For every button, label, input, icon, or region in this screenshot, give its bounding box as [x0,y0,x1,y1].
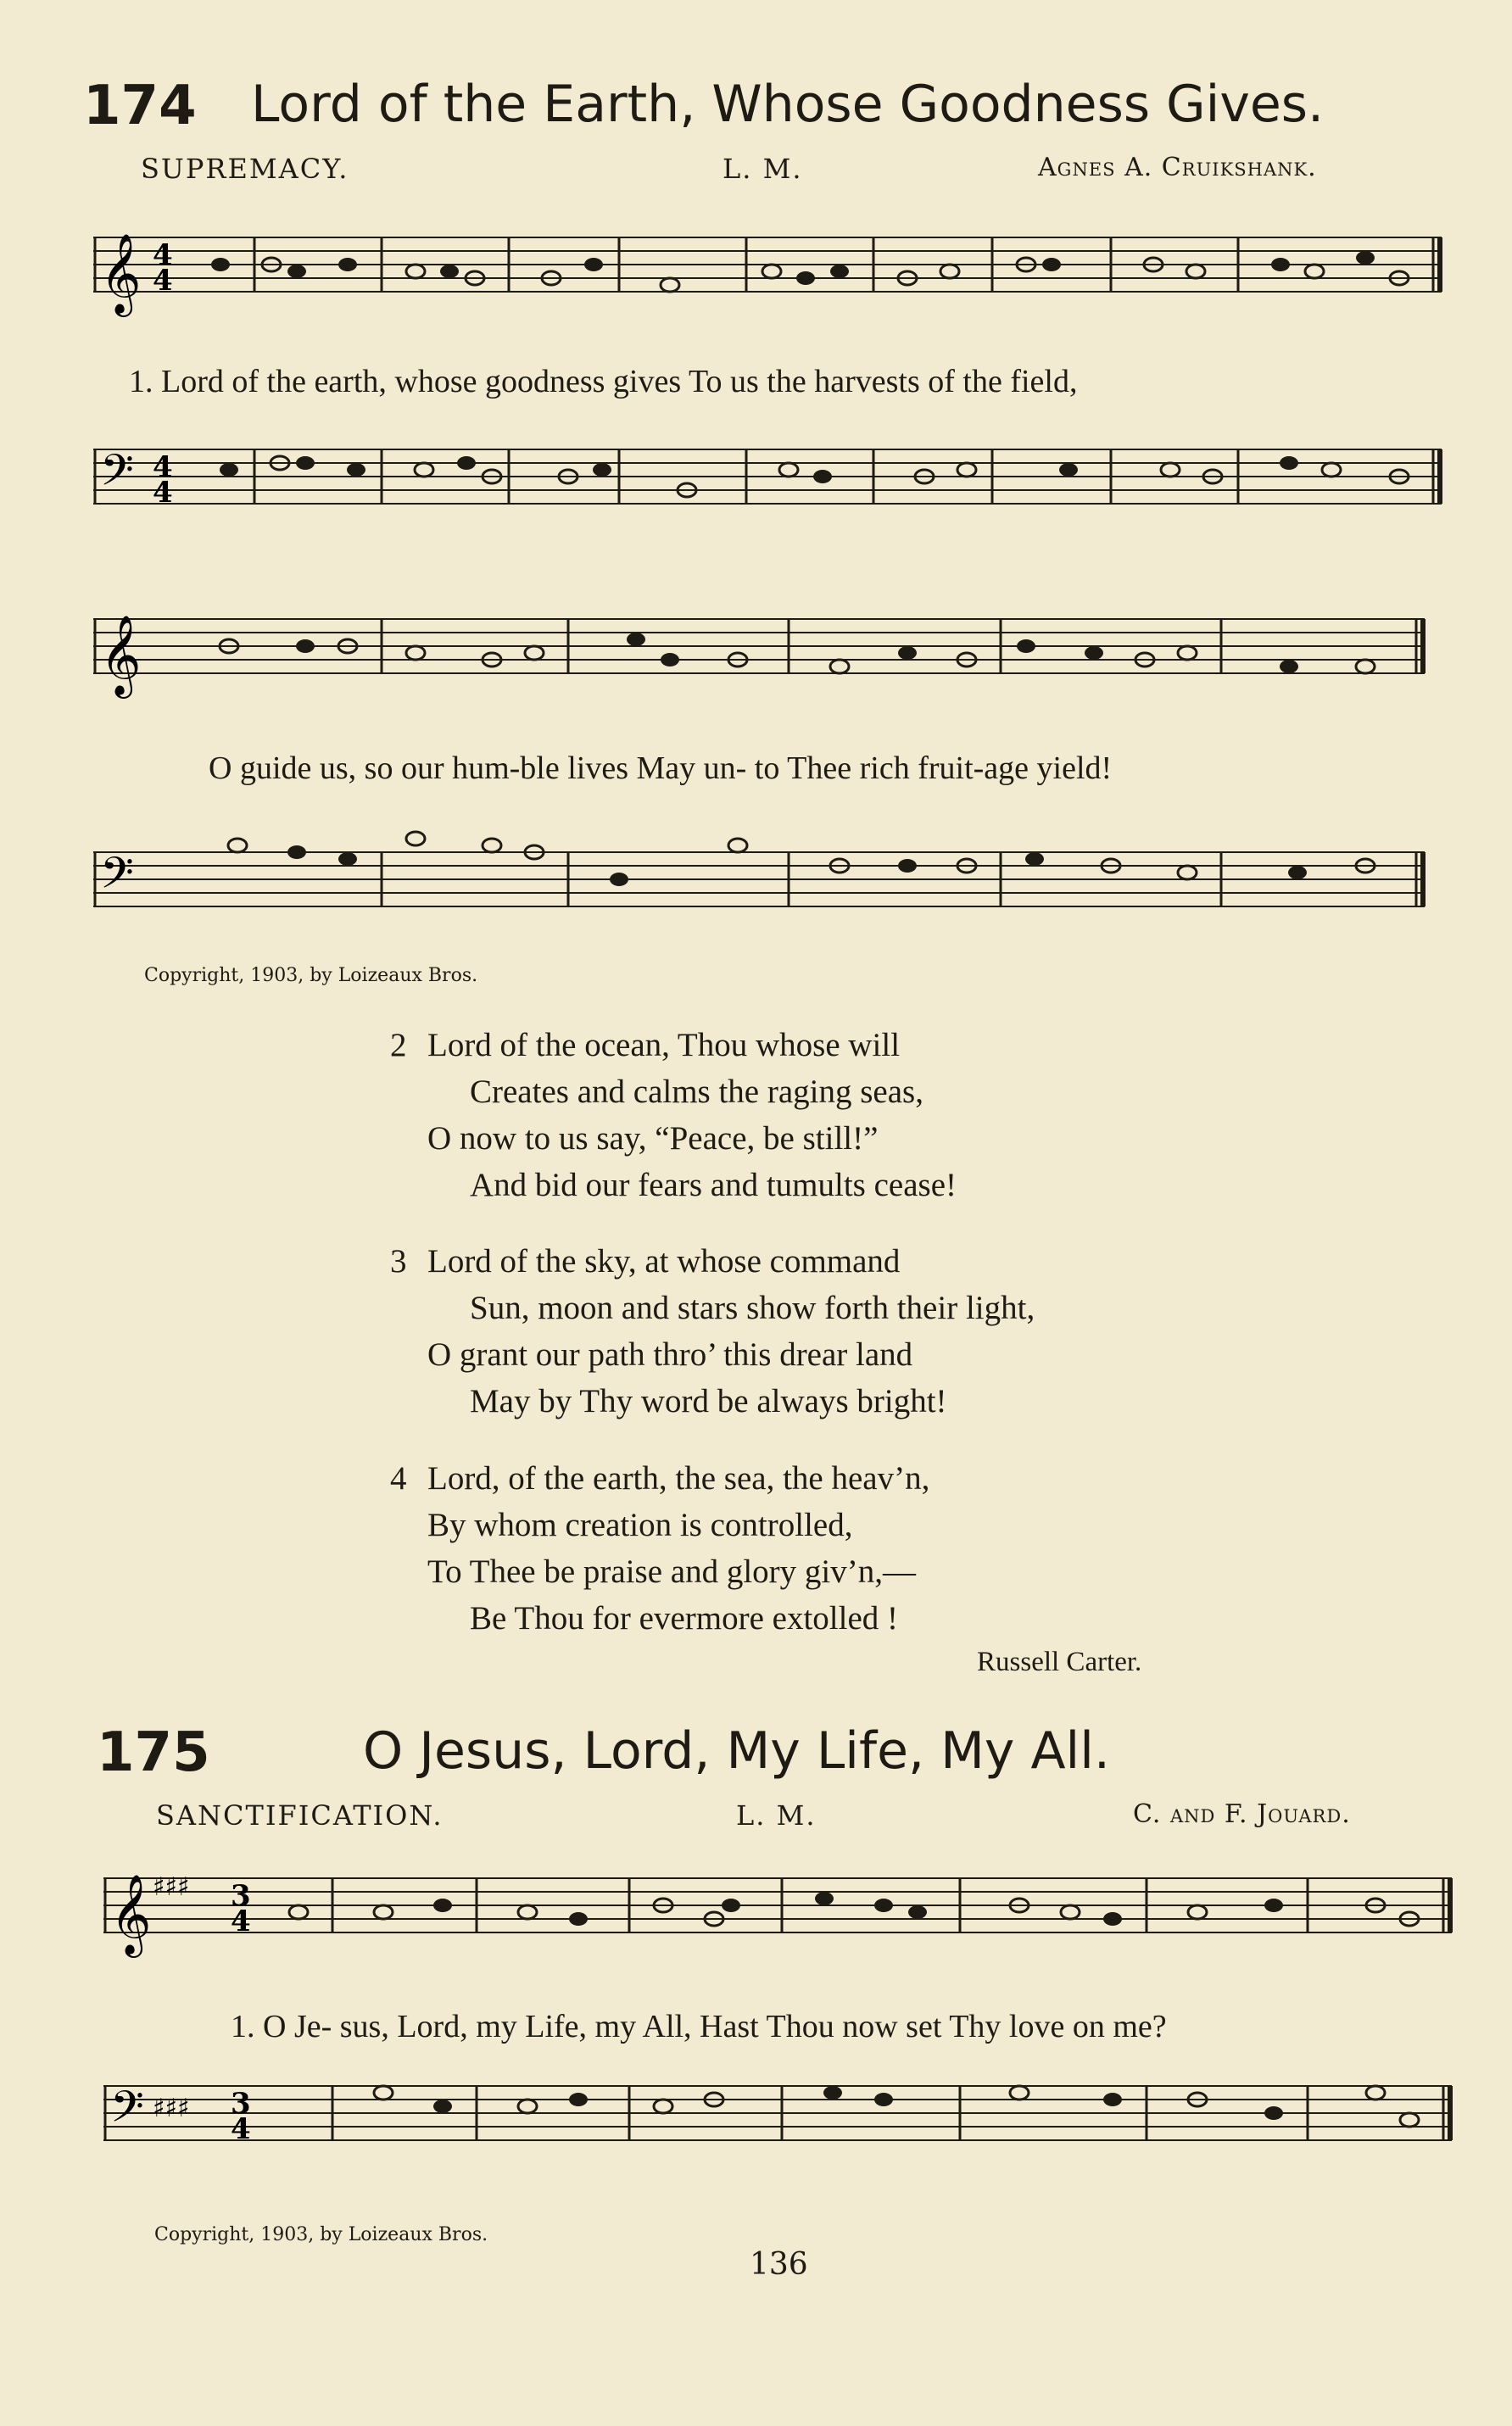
lyric-line: 1. Lord of the earth, whose goodness gives To us the harvests of the field, [129,364,1078,399]
time-sig-bottom: 4 [231,2112,251,2146]
tune-name: SANCTIFICATION. [156,1799,444,1832]
verse-line: Lord of the ocean, Thou whose will [427,1027,901,1063]
verse-line: To Thee be praise and glory giv’n,— [427,1553,916,1590]
verse-line: And bid our fears and tumults cease! [470,1167,957,1203]
verse-line: Lord of the sky, at whose command [427,1243,901,1280]
verse-line: May by Thy word be always bright! [470,1383,947,1419]
bass-clef: 𝄢 [110,2081,144,2143]
time-sig-bottom: 4 [231,1905,251,1938]
hymn-number: 175 [97,1721,210,1784]
hymn-number: 174 [83,75,197,137]
hymn-title: Lord of the Earth, Whose Goodness Gives. [251,75,1325,134]
composer: Agnes A. Cruikshank. [1038,153,1317,182]
lyric-line: O guide us, so our hum-ble lives May un- to Thee rich fruit-age yield! [209,750,1113,786]
verse-number: 3 [390,1243,407,1280]
verse [390,1022,957,1208]
treble-clef: 𝄞 [100,615,142,695]
composer: C. and F. Jouard. [1133,1799,1351,1829]
sharp-sign: ♯♯♯ [153,2094,190,2123]
time-sig-top: 4 [153,238,173,272]
verse [390,1238,1035,1425]
author: Russell Carter. [977,1647,1142,1677]
hymn-title: O Jesus, Lord, My Life, My All. [363,1721,1110,1781]
verse-line: Sun, moon and stars show forth their light, [470,1290,1035,1326]
time-sig-top: 3 [231,1879,251,1913]
meter: L. M. [723,153,803,185]
verse-line: O now to us say, “Peace, be still!” [427,1120,879,1157]
lyric-line: 1. O Je- sus, Lord, my Life, my All, Hast Thou now set Thy love on me? [231,2009,1167,2044]
verse-number: 2 [390,1027,407,1063]
time-sig-bottom: 4 [153,476,173,510]
treble-staff [93,611,1450,704]
bass-clef: 𝄢 [100,444,134,506]
time-sig-bottom: 4 [153,264,173,298]
copyright: Copyright, 1903, by Loizeaux Bros. [144,965,478,986]
time-sig-top: 3 [231,2087,251,2121]
treble-staff [93,229,1450,322]
sharp-sign: ♯♯♯ [153,1872,190,1902]
treble-clef: 𝄞 [100,233,142,314]
bass-staff [93,441,1450,534]
bass-clef: 𝄢 [100,847,134,909]
verse-number: 4 [390,1460,407,1497]
bass-staff [93,844,1450,937]
verse [390,1455,929,1642]
treble-clef: 𝄞 [110,1874,152,1955]
meter: L. M. [736,1799,817,1832]
verse-line: Creates and calms the raging seas, [470,1074,923,1110]
copyright: Copyright, 1903, by Loizeaux Bros. [154,2224,488,2245]
bass-staff [103,2077,1460,2171]
treble-staff [103,1870,1460,1963]
page-number: 136 [750,2247,808,2282]
verse-line: O grant our path thro’ this drear land [427,1336,913,1373]
tune-name: SUPREMACY. [141,153,349,185]
verse-line: By whom creation is controlled, [427,1507,853,1543]
verse-line: Be Thou for evermore extolled ! [470,1600,899,1637]
verse-line: Lord, of the earth, the sea, the heav’n, [427,1460,930,1497]
time-sig-top: 4 [153,450,173,484]
